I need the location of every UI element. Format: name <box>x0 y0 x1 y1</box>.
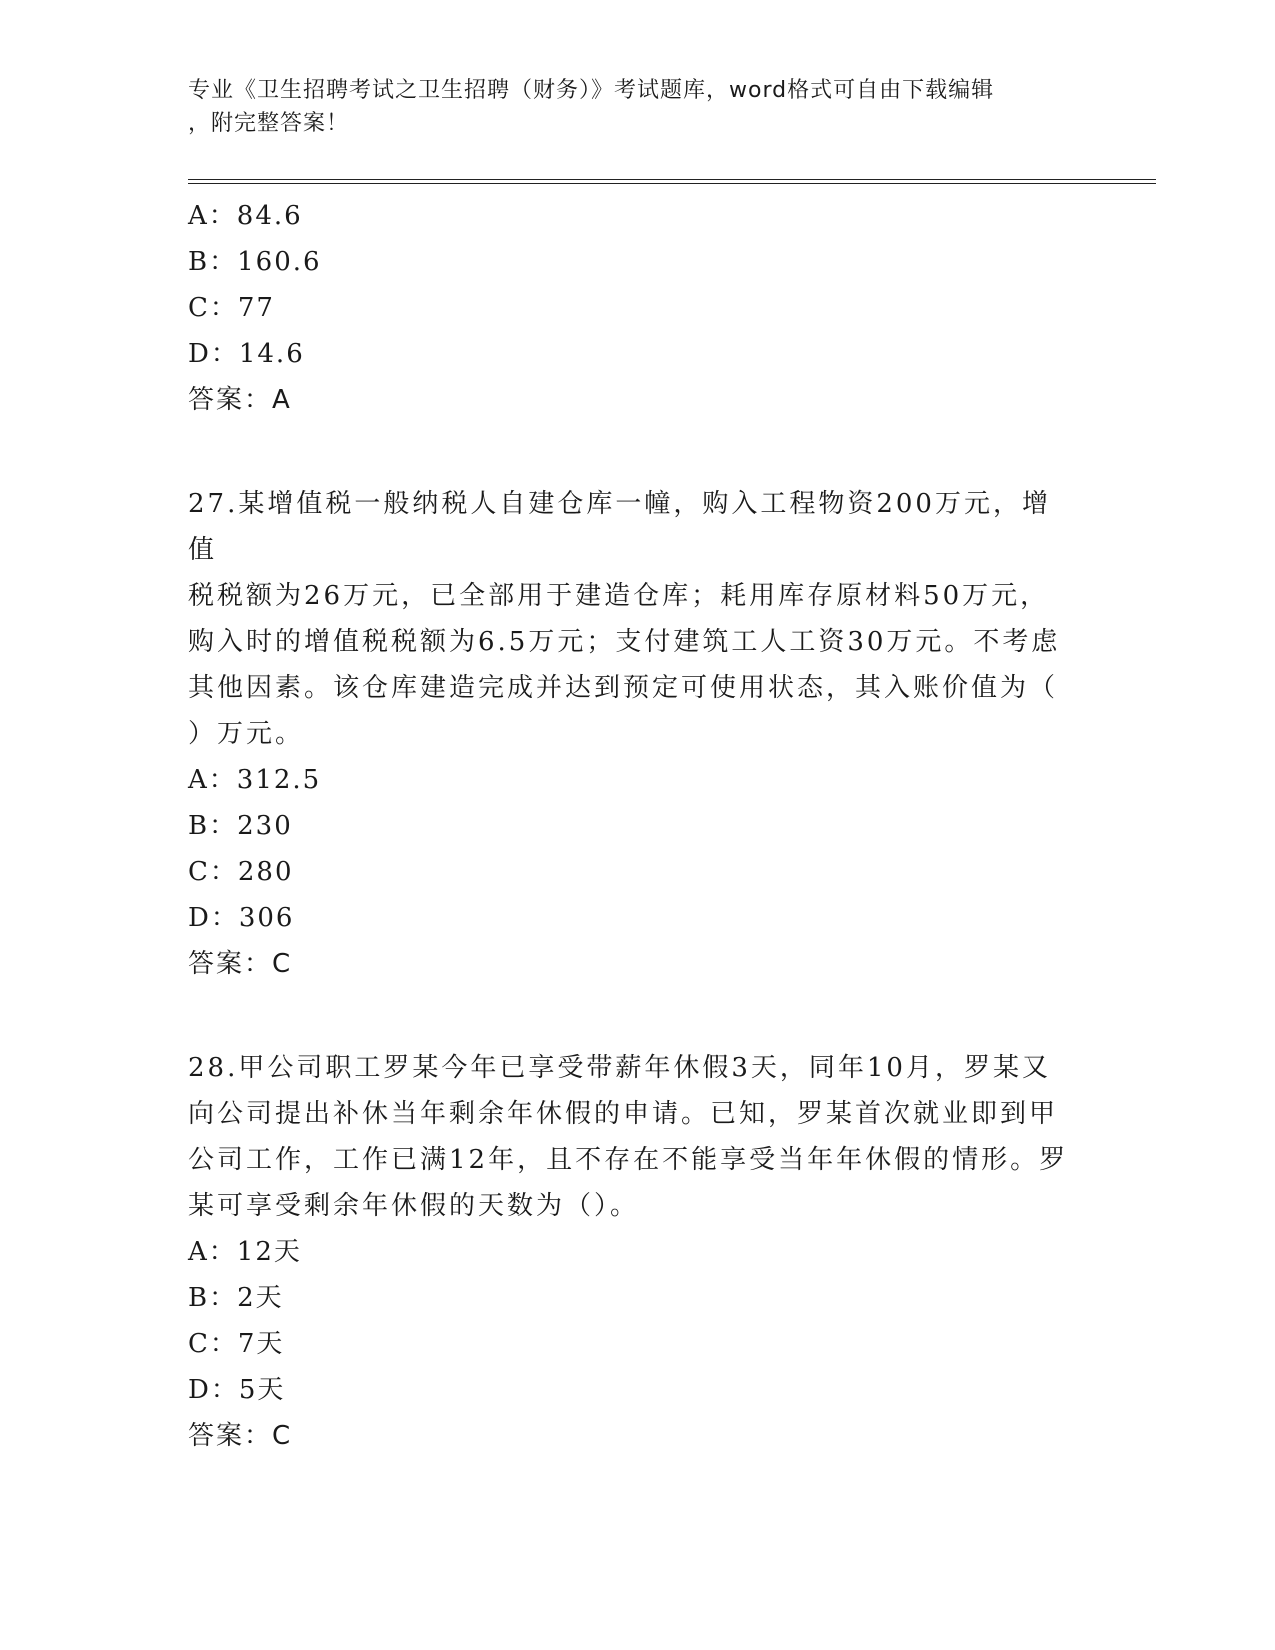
question-text-line: 27.某增值税一般纳税人自建仓库一幢，购入工程物资200万元，增值 <box>188 489 1051 565</box>
question-27 <box>188 481 1088 987</box>
option-c: C：77 <box>188 293 275 323</box>
header-divider-bottom <box>188 183 1156 184</box>
question-spacer <box>188 423 1088 481</box>
option-a: A：312.5 <box>188 765 322 795</box>
question-text-line: 公司工作，工作已满12年，且不存在不能享受当年年休假的情形。罗 <box>188 1145 1069 1175</box>
option-a: A：12天 <box>188 1237 302 1267</box>
option-b: B：160.6 <box>188 247 322 277</box>
question-text-line: 28.甲公司职工罗某今年已享受带薪年休假3天，同年10月，罗某又 <box>188 1053 1051 1083</box>
option-a: A：84.6 <box>188 201 303 231</box>
option-d: D：5天 <box>188 1375 286 1405</box>
question-text-line: 其他因素。该仓库建造完成并达到预定可使用状态，其入账价值为（ <box>188 673 1059 703</box>
answer-line: 答案：A <box>188 385 292 415</box>
question-text <box>188 1045 1078 1229</box>
option-b: B：2天 <box>188 1283 284 1313</box>
option-c: C：7天 <box>188 1329 285 1359</box>
document-header <box>188 74 1078 140</box>
question-text-line: 税税额为26万元，已全部用于建造仓库；耗用库存原材料50万元， <box>188 581 1050 611</box>
option-c: C：280 <box>188 857 294 887</box>
option-b: B：230 <box>188 811 293 841</box>
question-26 <box>188 193 1088 423</box>
question-text-line: 某可享受剩余年休假的天数为（）。 <box>188 1191 640 1221</box>
question-28 <box>188 1045 1088 1459</box>
option-d: D：306 <box>188 903 295 933</box>
answer-line: 答案：C <box>188 1421 293 1451</box>
question-spacer <box>188 987 1088 1045</box>
document-content <box>188 193 1088 1459</box>
answer-line: 答案：C <box>188 949 293 979</box>
question-text <box>188 481 1078 757</box>
header-line-2: ，附完整答案！ <box>188 111 350 136</box>
option-d: D：14.6 <box>188 339 305 369</box>
header-divider-top <box>188 179 1156 180</box>
question-text-line: 向公司提出补休当年剩余年休假的申请。已知，罗某首次就业即到甲 <box>188 1099 1059 1129</box>
header-line-1: 专业《卫生招聘考试之卫生招聘（财务）》考试题库，word格式可自由下载编辑 <box>188 78 995 103</box>
question-text-line: 购入时的增值税税额为6.5万元；支付建筑工人工资30万元。不考虑 <box>188 627 1061 657</box>
question-text-line: ）万元。 <box>188 719 305 749</box>
